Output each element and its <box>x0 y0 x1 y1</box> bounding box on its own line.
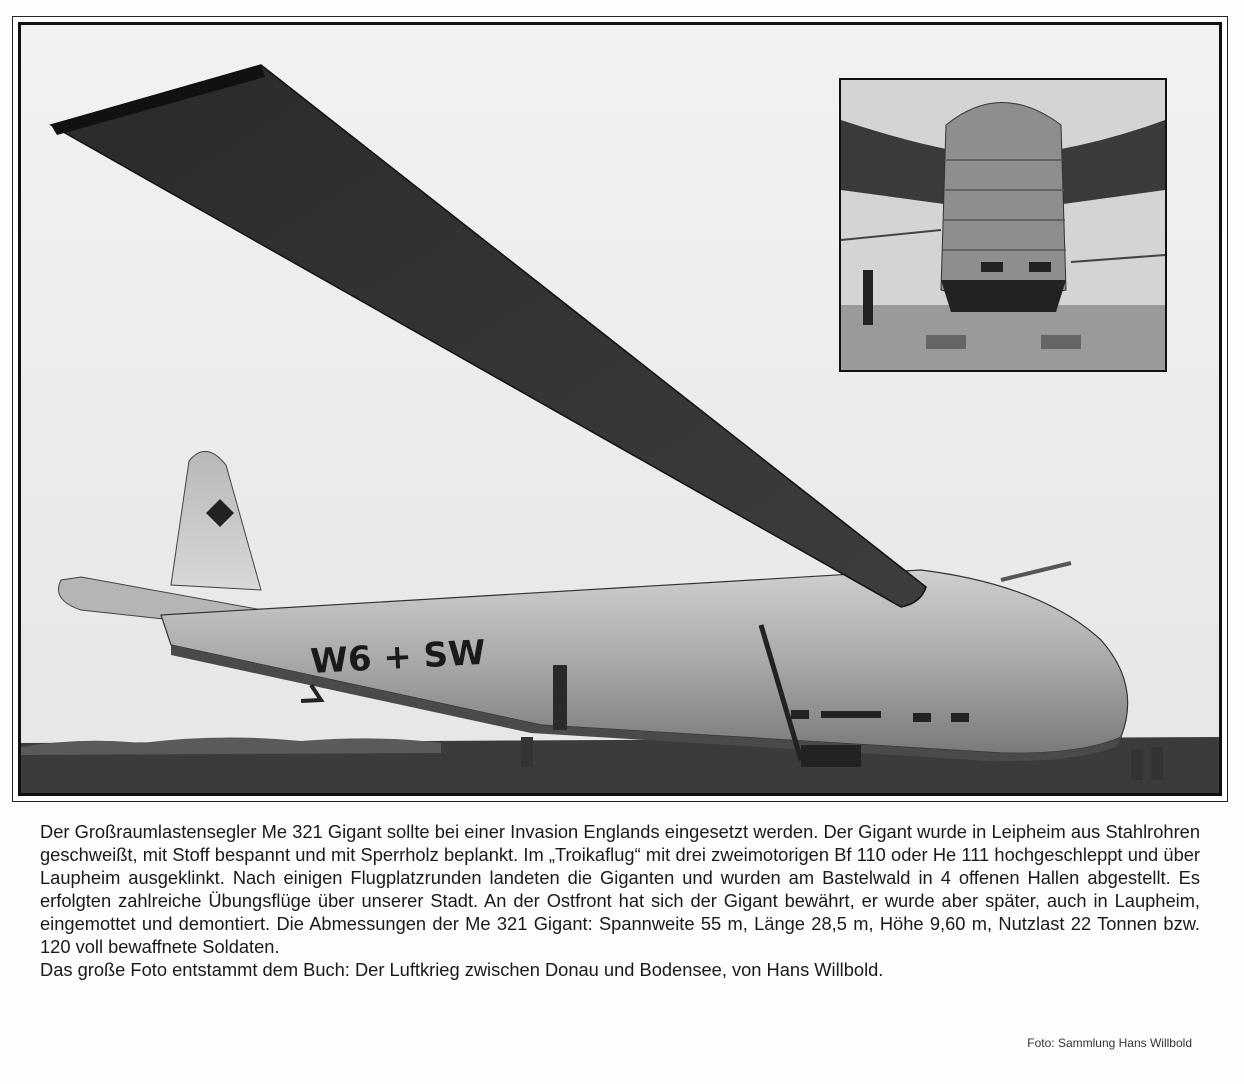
gear <box>801 745 861 767</box>
caption-paragraph-1: Der Großraumlastensegler Me 321 Gigant sollte bei einer Invasion Englands eingesetzt werden. Der Gigant wurde in Leipheim aus Stahlrohren geschweißt, mit Stoff bespannt und mit Sperrholz beplankt. Im „Troikaflug“ mit drei zweimotorigen Bf 110 oder He 111 hochgeschleppt und über Laupheim ausgeklinkt. Nach einigen Flugplatzrunden landeten die Giganten und wurden am Bastelwald in 4 offenen Hallen abgestellt. Es erfolgten zahlreiche Übungsflüge über unserer Stadt. An der Ostfront hat sich der Gigant bewährt, er wurde aber später, auch in Laupheim, eingemottet und demontiert. Die Abmessungen der Me 321 Gigant: Spannweite 55 m, Länge 28,5 m, Höhe 9,60 m, Nutzlast 22 Tonnen bzw. 120 voll bewaffnete Soldaten. <box>40 821 1200 957</box>
photo-frame <box>18 22 1222 796</box>
window <box>951 713 969 722</box>
window <box>913 713 931 722</box>
fuselage-marking: W6 + SW <box>309 632 487 682</box>
inset-photo-drawing <box>841 80 1165 370</box>
inset-photo <box>839 78 1167 372</box>
window <box>821 711 881 718</box>
caption <box>40 820 1200 981</box>
caption-paragraph-2: Das große Foto entstammt dem Buch: Der Luftkrieg zwischen Donau und Bodensee, von Hans Willbold. <box>40 959 884 980</box>
inset-ground <box>841 305 1165 370</box>
inset-underside <box>941 280 1066 312</box>
window <box>791 710 809 719</box>
person <box>553 665 567 730</box>
inset-window <box>981 262 1003 272</box>
person <box>1131 750 1143 780</box>
inset-window <box>1029 262 1051 272</box>
inset-person <box>863 270 873 325</box>
inset-block <box>1041 335 1081 349</box>
inset-block <box>926 335 966 349</box>
photo-credit: Foto: Sammlung Hans Willbold <box>1027 1036 1192 1050</box>
person <box>521 737 533 767</box>
person <box>1151 747 1163 780</box>
